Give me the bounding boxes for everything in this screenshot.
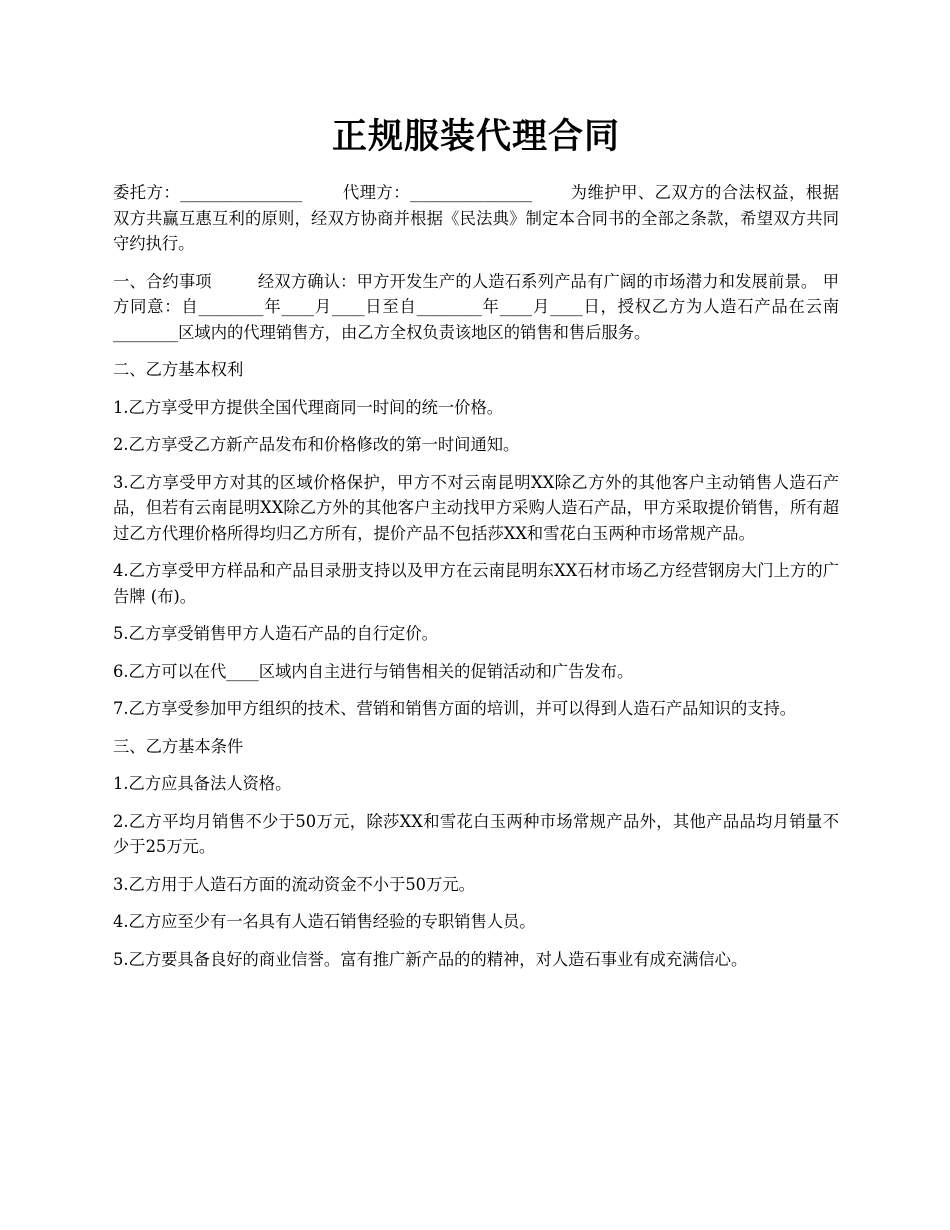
section3-item: 4.乙方应至少有一名具有人造石销售经验的专职销售人员。 <box>113 912 536 931</box>
section2-item: 1.乙方享受甲方提供全国代理商同一时间的统一价格。 <box>113 397 504 417</box>
section2-item: 4.乙方享受甲方样品和产品目录册支持以及甲方在云南昆明东XX石材市场乙方经营钢房大门上方的广告牌 (布)。 <box>113 561 839 606</box>
agent-label: 代理方： <box>342 183 411 202</box>
section3-item: 1.乙方应具备法人资格。 <box>113 774 292 793</box>
section2-item: 6.乙方可以在代____区域内自主进行与销售相关的促销活动和广告发布。 <box>113 661 634 681</box>
client-label: 委托方： <box>113 183 181 202</box>
section3-item: 5.乙方要具备良好的商业信誉。富有推广新产品的的精神，对人造石事业有成充满信心。 <box>113 949 748 969</box>
section2-item: 5.乙方享受销售甲方人造石产品的自行定价。 <box>113 624 438 643</box>
section3-item: 3.乙方用于人造石方面的流动资金不小于50万元。 <box>113 874 475 894</box>
document-page <box>113 0 839 972</box>
section1-paragraph <box>113 269 839 346</box>
document-title: 正规服装代理合同 <box>331 116 620 157</box>
intro-paragraph <box>113 180 839 257</box>
section2-heading: 二、乙方基本权利 <box>113 360 244 379</box>
section2-item: 2.乙方享受乙方新产品发布和价格修改的第一时间通知。 <box>113 435 520 454</box>
agent-blank: _______________ <box>410 183 533 202</box>
section2-item: 7.乙方享受参加甲方组织的技术、营销和销售方面的培训，并可以得到人造石产品知识的支持。 <box>113 699 797 718</box>
section2-item: 3.乙方享受甲方对其的区域价格保护，甲方不对云南昆明XX除乙方外的其他客户主动销售人造石产品，但若有云南昆明XX除乙方外的其他客户主动找甲方采购人造石产品，甲方采取提价销售，所有超过乙方代理价格所得均归乙方所有，提价产品不包括莎XX和雪花白玉两种市场常规产品。 <box>113 472 839 543</box>
client-blank: _______________ <box>180 183 303 202</box>
section3-heading: 三、乙方基本条件 <box>113 736 244 756</box>
section1-heading: 一、合约事项 <box>113 271 212 291</box>
section3-item: 2.乙方平均月销售不少于50万元，除莎XX和雪花白玉两种市场常规产品外，其他产品品均月销量不少于25万元。 <box>113 811 839 856</box>
intro-text: 为维护甲、乙双方的合法权益，根据双方共赢互惠互利的原则，经双方协商并根据《民法典》制定本合同书的全部之条款，希望双方共同守约执行。 <box>113 183 839 253</box>
section1-text: 经双方确认：甲方开发生产的人造石系列产品有广阔的市场潜力和发展前景。 甲方同意：自________年____月____日至自________年____月____日，授权乙方为人造石产品在云南________区域内的代理销售方，由乙方全权负责该地区的销售和售后服务。 <box>113 271 839 342</box>
